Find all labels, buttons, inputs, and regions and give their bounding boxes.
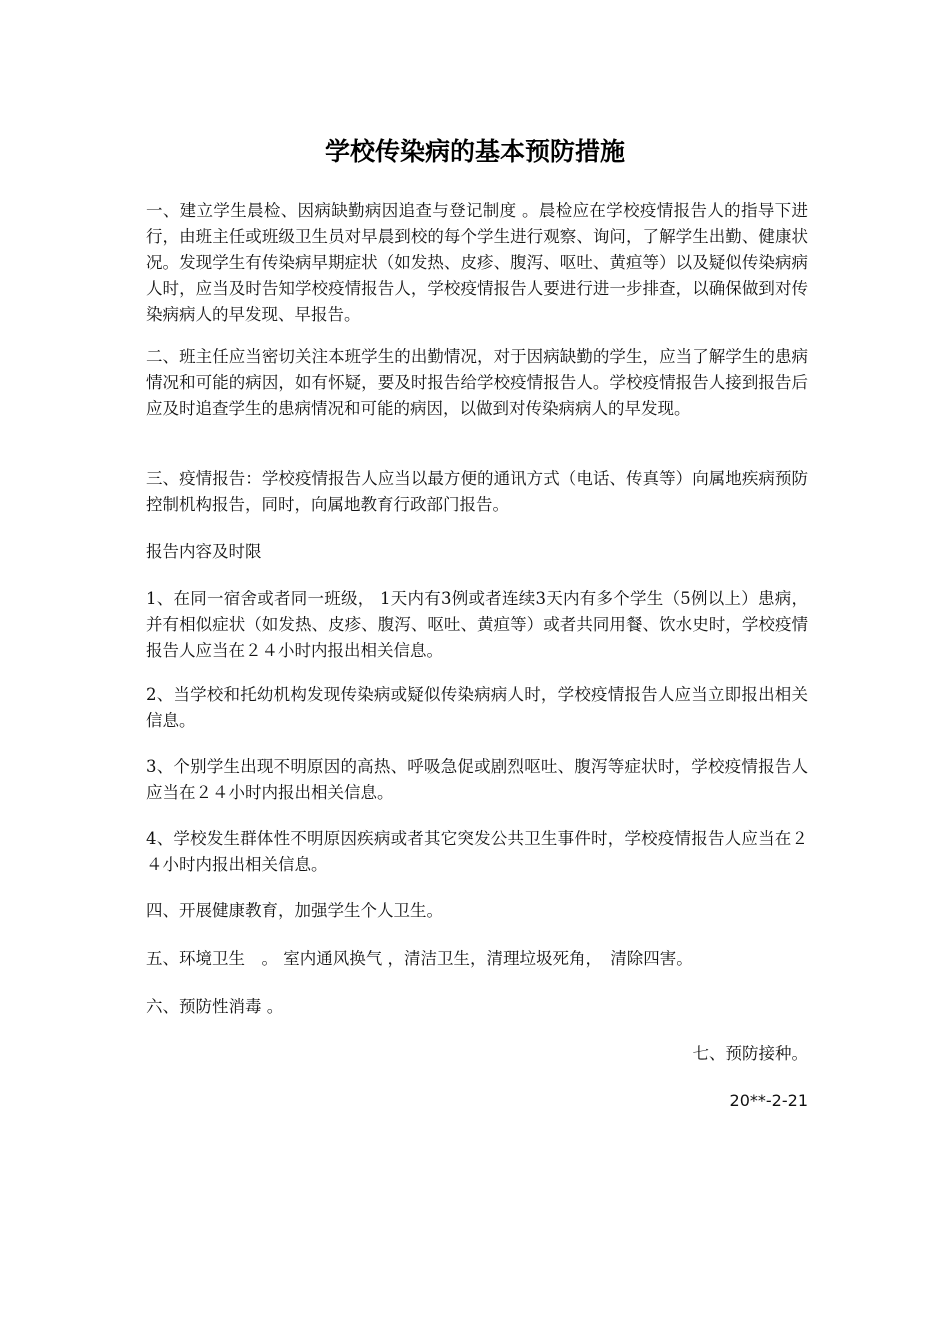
paragraph-item-2: 2、当学校和托幼机构发现传染病或疑似传染病病人时，学校疫情报告人应当立即报出相关信息。 xyxy=(146,685,808,730)
paragraph-3: 三、疫情报告：学校疫情报告人应当以最方便的通讯方式（电话、传真等）向属地疾病预防控制机构报告，同时，向属地教育行政部门报告。 xyxy=(146,469,808,514)
paragraph-4: 四、开展健康教育，加强学生个人卫生。 xyxy=(146,901,443,920)
paragraph-5: 五、环境卫生 。 室内通风换气 ，清洁卫生，清理垃圾死角， 清除四害。 xyxy=(146,949,693,968)
paragraph-1: 一、建立学生晨检、因病缺勤病因追查与登记制度 。晨检应在学校疫情报告人的指导下进行，由班主任或班级卫生员对早晨到校的每个学生进行观察、询问，了解学生出勤、健康状况。发现学生有传染病早期症状（如发热、皮疹、腹泻、呕吐、黄疸等）以及疑似传染病病人时，应当及时告知学校疫情报告人，学校疫情报告人要进行进一步排查，以确保做到对传染病病人的早发现、早报告。 xyxy=(146,201,808,324)
paragraph-item-4: 4、学校发生群体性不明原因疾病或者其它突发公共卫生事件时，学校疫情报告人应当在２４小时内报出相关信息。 xyxy=(146,829,808,874)
document-title: 学校传染病的基本预防措施 xyxy=(324,137,625,166)
paragraph-report-heading: 报告内容及时限 xyxy=(146,542,262,561)
paragraph-item-3: 3、个别学生出现不明原因的高热、呼吸急促或剧烈呕吐、腹泻等症状时，学校疫情报告人应当在２４小时内报出相关信息。 xyxy=(146,757,808,802)
paragraph-2: 二、班主任应当密切关注本班学生的出勤情况，对于因病缺勤的学生，应当了解学生的患病情况和可能的病因，如有怀疑，要及时报告给学校疫情报告人。学校疫情报告人接到报告后应及时追查学生的患病情况和可能的病因，以做到对传染病病人的早发现。 xyxy=(146,347,808,418)
paragraph-7: 七、预防接种。 xyxy=(692,1044,808,1063)
paragraph-item-1: 1、在同一宿舍或者同一班级， 1天内有3例或者连续3天内有多个学生（5例以上）患病，并有相似症状（如发热、皮疹、腹泻、呕吐、黄疸等）或者共同用餐、饮水史时，学校疫情报告人应当在２４小时内报出相关信息。 xyxy=(146,589,808,660)
document-date: 20**-2-21 xyxy=(729,1091,808,1110)
paragraph-6: 六、预防性消毒 。 xyxy=(146,997,284,1016)
